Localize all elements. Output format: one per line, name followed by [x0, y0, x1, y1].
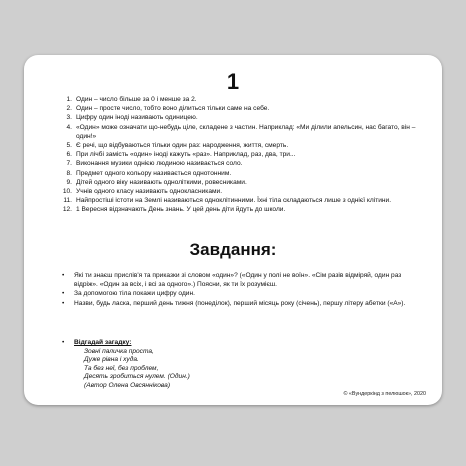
task-text: За допомогою тіла покажи цифру один.: [74, 290, 195, 298]
fact-item: [58, 178, 426, 187]
fact-item: [58, 113, 426, 122]
riddle-line: Зовні паличка проста,: [84, 347, 154, 355]
task-bullet: •: [62, 299, 65, 307]
fact-item: [58, 196, 426, 205]
task-item: [62, 271, 418, 289]
fact-number: 12.: [62, 206, 72, 214]
fact-item: [58, 159, 426, 168]
fact-text: Один – просте число, тобто воно ділиться тільки саме на себе.: [76, 105, 270, 113]
fact-text: Один – число більше за 0 і менше за 2.: [76, 96, 197, 103]
fact-text: Найпростіші істоти на Землі називаються одноклітинними. Їхні тіла складаються лише з однієї клітини.: [76, 197, 392, 205]
task-bullet: •: [62, 290, 65, 298]
fact-item: [58, 169, 426, 178]
fact-number: 5.: [66, 142, 72, 150]
fact-item: [58, 150, 426, 159]
facts-list: [58, 95, 426, 215]
fact-item: [58, 104, 426, 113]
fact-number: 7.: [66, 160, 72, 168]
fact-item: [58, 187, 426, 196]
task-item: [62, 289, 418, 298]
fact-number: 3.: [66, 114, 72, 122]
riddle-text: [84, 348, 190, 391]
task-bullet: •: [62, 272, 65, 279]
fact-text: «Один» може означати що-небудь ціле, складене з частин. Наприклад: «Ми ділили апельсин, нас багато, він – один!»: [76, 123, 416, 140]
fact-item: [58, 141, 426, 150]
fact-item: [58, 95, 426, 104]
fact-text: При лічбі замість «один» іноді кажуть «раз». Наприклад, раз, два, три...: [76, 151, 296, 159]
riddle-bullet: •: [62, 339, 65, 346]
riddle-block: [62, 339, 190, 391]
fact-text: Предмет одного кольору називається однотонним.: [76, 169, 232, 177]
fact-text: 1 Вересня відзначають День знань. У цей день діти йдуть до школи.: [76, 206, 286, 214]
task-text: Назви, будь ласка, перший день тижня (понеділок), перший місяць року (січень), першу літеру абетки («А»).: [74, 299, 406, 307]
fact-number: 2.: [66, 105, 72, 113]
fact-number: 4.: [66, 123, 72, 131]
fact-text: Є речі, що відбуваються тільки один раз: народження, життя, смерть.: [76, 142, 289, 150]
fact-item: [58, 205, 426, 214]
fact-number: 11.: [63, 197, 72, 205]
riddle-line: (Автор Олена Овсяннікова): [84, 381, 171, 389]
fact-text: Дітей одного віку називають одноліткими, ровесниками.: [76, 178, 247, 186]
fact-number: 9.: [66, 178, 72, 186]
task-item: [62, 299, 418, 308]
tasks-list: [62, 271, 418, 308]
riddle-line: Та без неї, без проблем,: [84, 364, 159, 372]
content-card: [24, 55, 442, 405]
fact-number: 10.: [62, 188, 72, 196]
riddle-heading: Відгадай загадку:: [74, 339, 132, 346]
riddle-line: Десять зробиться нулем. (Один.): [84, 373, 190, 381]
fact-number: 8.: [66, 169, 72, 177]
fact-text: Учнів одного класу називають однокласниками.: [76, 188, 223, 196]
fact-number: 6.: [66, 151, 72, 159]
fact-text: Цифру один іноді називають одиницею.: [76, 114, 198, 122]
task-text: Які ти знаєш прислів'я та приказки зі словом «один»? («Один у полі не воїн». «Сім разів відміряй, один раз відріж». «Один за всіх, і всі за одного».) Поясни, як ти їх розумієш.: [74, 272, 402, 289]
copyright-footer: © «Вундеркінд з пелюшок», 2020: [343, 391, 426, 397]
tasks-heading: Завдання:: [189, 240, 277, 259]
page-title: 1: [226, 69, 240, 94]
fact-item: [58, 123, 426, 141]
riddle-line: Дуже рівна і худа.: [84, 356, 139, 364]
fact-text: Виконання музики однією людиною називається соло.: [76, 160, 243, 168]
fact-number: 1.: [66, 96, 72, 103]
